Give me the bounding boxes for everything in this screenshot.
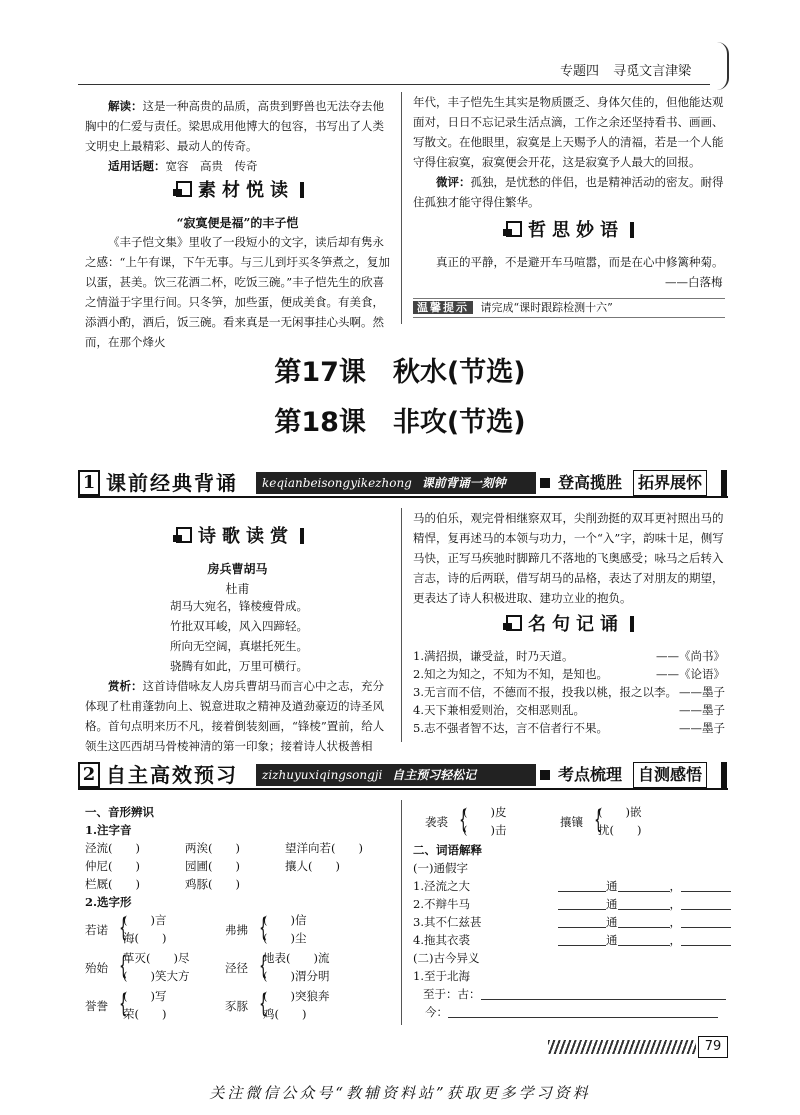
sub3-heading: (一)通假字 <box>413 861 468 875</box>
philosophy-author: ——白落梅 <box>665 275 723 289</box>
poem-line: 竹批双耳峻，风入四蹄轻。 <box>170 619 308 633</box>
tip-label: 温馨提示 <box>413 301 473 314</box>
section2-slogan: 自主预习轻松记 <box>392 768 477 782</box>
section2-pinyin: zizhuyuxiqingsongji <box>262 768 383 782</box>
material-subtitle: “寂寞便是福”的丰子恺 <box>176 216 299 230</box>
footer-note: 关注微信公众号“教辅资料站”获取更多学习资料 <box>209 1084 591 1102</box>
tip-bar <box>413 298 725 318</box>
poem-line: 胡马大宛名，锋棱瘦骨成。 <box>170 599 308 613</box>
pron-item[interactable]: 攘人( ) <box>285 859 340 873</box>
section1-pinyin: keqianbeisongyikezhong <box>262 476 412 490</box>
section2-tag1: 考点梳理 <box>558 765 623 784</box>
section2-title: 自主高效预习 <box>106 763 238 787</box>
section1-tag1: 登高揽胜 <box>558 473 623 492</box>
header-curve <box>717 42 729 90</box>
material-text-left: 《丰子恺文集》里收了一段短小的文字，读后却有隽永之感：“上午有课，下午无事。与三儿到圩买冬笋煮之，复加以蛋，甚美。饮三花酒二杯，吃饭三碗。”丰子恺先生的欣喜之情溢于字里行间。只冬笋，加些蛋，便成美食。有美食，添酒小酌，酒后，饭三碗。看来真是一无闲事挂心头啊。然而，在那个烽火 <box>85 235 390 349</box>
gujin-item: 1.至于北海 <box>413 969 470 983</box>
page-number-stripes <box>548 1040 696 1054</box>
tongjia-row[interactable]: 1.泾流之大 通 ， <box>413 876 725 896</box>
part2-heading: 二、词语解释 <box>413 843 482 857</box>
lesson-title-17: 第17课 秋水(节选) <box>274 357 526 388</box>
pron-item[interactable]: 鸡豚( ) <box>185 877 240 891</box>
poem-line: 所向无空阔，真堪托死生。 <box>170 639 308 653</box>
philosophy-title: 哲思妙语 <box>506 216 634 242</box>
material-text-right: 年代，丰子恺先生其实是物质匮乏、身体欠佳的，但他能达观面对，日日不忘记录生活点滴，工作之余还坚持看书、画画、写散文。在他眼里，寂寞是上天赐予人的清福，若是一个人能守得住寂寞，寂寞便会开花，这是寂寞予人最大的回报。 微评：孤独，是忧愁的伴侣，也是精神活动的密友。耐得住孤独才能守得住繁华。 <box>413 95 724 209</box>
tongjia-row[interactable]: 2.不辩牛马 通 ， <box>413 894 725 914</box>
poem-title: 房兵曹胡马 <box>207 562 268 576</box>
header-rule <box>78 84 710 85</box>
poem-appreciation-right: 马的伯乐，观完骨相继察双耳，尖削劲挺的双耳更衬照出马的精悍，复再述马的本领与功力，一个“入”字，韵味十足，侧写马快，正写马疾驰时脚蹄几不落地的飞奥感受；咏马之后转入言志，诗的后两联，借写胡马的品格，表达了对朋友的期望，更表达了诗人积极进取、建功立业的抱负。 <box>413 511 724 605</box>
pron-item[interactable]: 两涘( ) <box>185 841 240 855</box>
section2-banner <box>256 764 536 786</box>
topic-text: 宽容 高贵 传奇 <box>165 159 258 173</box>
interpretation-label: 解读： <box>108 99 143 113</box>
sub4-heading: (二)古今异义 <box>413 951 480 965</box>
famous-line-item: 4.天下兼相爱则治，交相恶则乱。 ——墨子 <box>413 703 725 717</box>
famous-line-item: 2.知之为知之，不知为不知，是知也。 ——《论语》 <box>413 667 725 681</box>
topic-label: 适用话题： <box>108 159 166 173</box>
gu-answer-line[interactable]: 至于：古： <box>423 984 723 1004</box>
section1-num: 1 <box>78 470 100 496</box>
tongjia-row[interactable]: 4.拖其衣裘 通 ， <box>413 930 725 950</box>
poem-appreciation-left: 赏析：这首诗借咏友人房兵曹胡马而言心中之志，充分体现了杜甫蓬勃向上、锐意进取之精神及遒劲豪迈的诗圣风格。首句点明来历不凡，接着倒装刻画，“锋棱”置前，给人领生这匹西胡马骨棱神清的第一印象；接着诗人状极善相 <box>85 679 385 753</box>
section1-slogan: 课前背诵一刻钟 <box>421 476 506 490</box>
section1-title: 课前经典背诵 <box>106 471 238 495</box>
pron-item[interactable]: 泾流( ) <box>85 841 140 855</box>
poem-lines <box>170 596 308 676</box>
material-reading-title: 素材悦读 <box>176 176 304 202</box>
famous-line-item: 3.无言而不信，不德而不报，投我以桃，报之以李。 ——墨子 <box>413 685 725 699</box>
section1-tag2: 拓界展怀 <box>633 470 707 496</box>
pron-item[interactable]: 栏厩( ) <box>85 877 140 891</box>
header-title: 寻觅文言津梁 <box>613 64 692 79</box>
header-chapter: 专题四 <box>560 64 600 79</box>
interpretation-block <box>85 96 390 176</box>
section2-num: 2 <box>78 762 100 788</box>
page-number: 79 <box>698 1036 728 1058</box>
poem-line: 骁腾有如此，万里可横行。 <box>170 659 308 673</box>
poem-author: 杜甫 <box>225 582 250 596</box>
column-divider-top <box>401 92 402 324</box>
column-divider-mid <box>401 508 402 742</box>
philosophy-quote-block <box>413 252 725 272</box>
comment-label: 微评： <box>436 175 471 189</box>
interpretation-text: 这是一种高贵的品质，高贵到野兽也无法夺去他胸中的仁爱与责任。梁思成用他博大的包容，书写出了人类文明史上最精彩、最动人的传奇。 <box>85 99 384 153</box>
famous-lines-list <box>413 646 725 746</box>
column-divider-bottom <box>401 800 402 1025</box>
section1-bar <box>78 470 728 498</box>
poem-section-title: 诗歌读赏 <box>176 522 304 548</box>
sub2-heading: 2.选字形 <box>85 895 132 909</box>
section1-banner <box>256 472 536 494</box>
lesson-title-18: 第18课 非攻(节选) <box>274 407 526 438</box>
section2-bar <box>78 762 728 790</box>
famous-lines-title: 名句记诵 <box>506 610 634 636</box>
page-header <box>560 60 691 79</box>
jin-answer-line[interactable]: 今： <box>423 1002 723 1022</box>
sub1-heading: 1.注字音 <box>85 823 132 837</box>
tongjia-row[interactable]: 3.其不仁兹甚 通 ， <box>413 912 725 932</box>
famous-line-item: 1.满招损，谦受益，时乃天道。 ——《尚书》 <box>413 649 725 663</box>
pron-item[interactable]: 仲尼( ) <box>85 859 140 873</box>
pron-item[interactable]: 望洋向若( ) <box>285 841 363 855</box>
pron-item[interactable]: 园圃( ) <box>185 859 240 873</box>
famous-line-item: 5.志不强者智不达，言不信者行不果。 ——墨子 <box>413 721 725 735</box>
tip-text: 请完成“课时跟踪检测十六” <box>480 301 613 314</box>
comment-text: 孤独，是忧愁的伴侣，也是精神活动的密友。耐得住孤独才能守得住繁华。 <box>413 175 724 209</box>
philosophy-quote: 真正的平静，不是避开车马喧嚣，而是在心中修篱种菊。 <box>436 255 724 269</box>
section2-tag2: 自测感悟 <box>633 762 707 788</box>
part1-heading: 一、音形辨识 <box>85 805 154 819</box>
